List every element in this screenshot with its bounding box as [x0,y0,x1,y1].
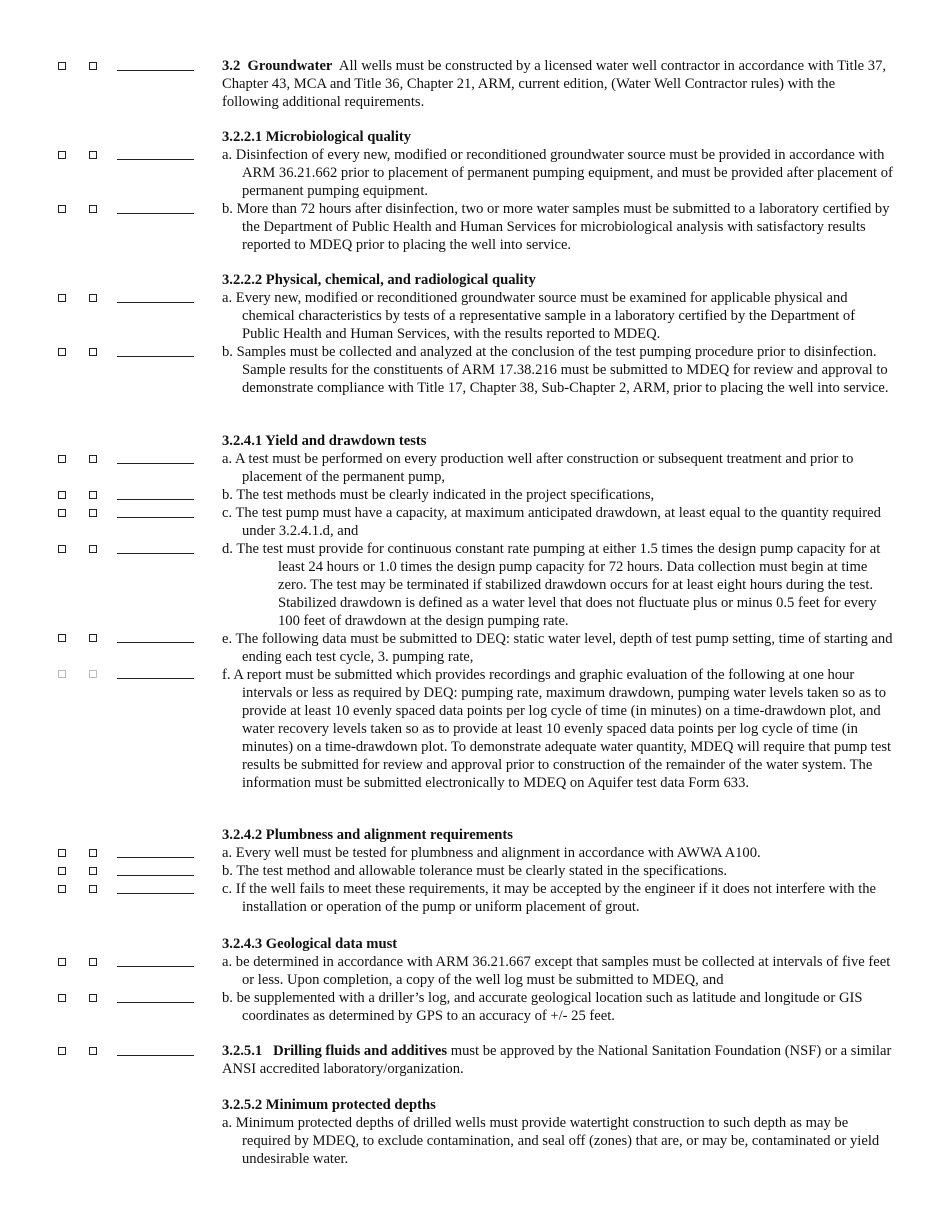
na-checkbox[interactable] [89,491,97,499]
na-checkbox[interactable] [89,867,97,875]
na-checkbox[interactable] [89,634,97,642]
list-item: a. Every new, modified or reconditioned groundwater source must be examined for applicable physical and chemical characteristics by tests of a representative sample in a laboratory certified by the Department of Public Health and Human Services, with the results reported to MDEQ. [222,290,856,342]
checklist-row [0,844,210,862]
checklist-row [0,1042,210,1060]
section-3-2-paragraph [222,57,894,111]
list-item: b. Samples must be collected and analyzed at the conclusion of the test pumping procedure prior to disinfection. Sample results for the constituents of ARM 17.38.216 must be submitted to MDEQ for review and approval to demonstrate compliance with Title 17, Chapter 38, Sub-Chapter 2, ARM, prior to placing the well into service. [222,344,889,396]
approve-checkbox[interactable] [58,62,66,70]
section-3-2-2-1 [222,128,894,254]
section-3-2-4-1 [222,432,894,792]
comment-blank-line[interactable] [117,70,194,71]
approve-checkbox[interactable] [58,670,66,678]
list-item: a. Every well must be tested for plumbness and alignment in accordance with AWWA A100. [222,845,761,861]
section-heading: 3.2.5.2 Minimum protected depths [222,1097,436,1113]
section-title: Drilling fluids and additives [273,1043,448,1059]
section-3-2-2-2 [222,271,894,397]
approve-checkbox[interactable] [58,348,66,356]
approve-checkbox[interactable] [58,545,66,553]
na-checkbox[interactable] [89,205,97,213]
approve-checkbox[interactable] [58,491,66,499]
approve-checkbox[interactable] [58,294,66,302]
na-checkbox[interactable] [89,1047,97,1055]
section-title: Groundwater [247,58,333,74]
section-3-2-4-3 [222,935,894,1025]
na-checkbox[interactable] [89,849,97,857]
na-checkbox[interactable] [89,294,97,302]
na-checkbox[interactable] [89,958,97,966]
section-number: 3.2.5.1 [222,1043,263,1059]
checklist-row [0,989,210,1007]
list-item: a. Disinfection of every new, modified or reconditioned groundwater source must be provided in accordance with ARM 36.21.662 prior to placement of permanent pumping equipment, and must be provided after placement of permanent pumping equipment. [222,147,893,199]
checklist-row [0,289,210,307]
comment-blank-line[interactable] [117,302,194,303]
approve-checkbox[interactable] [58,885,66,893]
section-text: All wells must be constructed by a licensed water well contractor in accordance with Title 37, Chapter 43, MCA and Title 36, Chapter 21, ARM, current edition, (Water Well Contractor rules) with the following additional requirements. [222,58,887,110]
approve-checkbox[interactable] [58,455,66,463]
approve-checkbox[interactable] [58,1047,66,1055]
comment-blank-line[interactable] [117,642,194,643]
section-3-2-4-2 [222,826,894,916]
checklist-row [0,343,210,361]
comment-blank-line[interactable] [117,966,194,967]
comment-blank-line[interactable] [117,857,194,858]
section-3-2-5-1 [222,1042,894,1078]
checklist-row [0,880,210,898]
section-heading: 3.2.4.3 Geological data must [222,936,398,952]
na-checkbox[interactable] [89,670,97,678]
list-item: e. The following data must be submitted to DEQ: static water level, depth of test pump setting, time of starting and ending each test cycle, 3. pumping rate, [222,631,893,665]
comment-blank-line[interactable] [117,356,194,357]
comment-blank-line[interactable] [117,678,194,679]
section-heading: 3.2.2.1 Microbiological quality [222,129,412,145]
na-checkbox[interactable] [89,509,97,517]
section-3-2-5-2 [222,1096,894,1168]
na-checkbox[interactable] [89,885,97,893]
na-checkbox[interactable] [89,994,97,1002]
checklist-row [0,504,210,522]
approve-checkbox[interactable] [58,849,66,857]
na-checkbox[interactable] [89,348,97,356]
comment-blank-line[interactable] [117,213,194,214]
comment-blank-line[interactable] [117,517,194,518]
list-item: a. be determined in accordance with ARM 36.21.667 except that samples must be collected at intervals of five feet or less. Upon completion, a copy of the well log must be submitted to MDEQ, and [222,954,891,988]
comment-blank-line[interactable] [117,499,194,500]
na-checkbox[interactable] [89,545,97,553]
checklist-row [0,540,210,558]
section-number: 3.2 [222,58,241,74]
approve-checkbox[interactable] [58,205,66,213]
list-item: a. Minimum protected depths of drilled wells must provide watertight construction to such depth as may be required by MDEQ, to exclude contamination, and seal off (zones) that are, or may be, contaminated or yield undesirable water. [222,1115,880,1167]
approve-checkbox[interactable] [58,958,66,966]
checklist-row [0,200,210,218]
checklist-row [0,146,210,164]
checklist-row [0,486,210,504]
comment-blank-line[interactable] [117,893,194,894]
section-text: must be approved by the National Sanitation Foundation (NSF) or a similar ANSI accredited laboratory/organization. [222,1043,892,1077]
checklist-row [0,862,210,880]
approve-checkbox[interactable] [58,509,66,517]
comment-blank-line[interactable] [117,1055,194,1056]
comment-blank-line[interactable] [117,553,194,554]
list-item: c. The test pump must have a capacity, at maximum anticipated drawdown, at least equal to the quantity required under 3.2.4.1.d, and [222,505,881,539]
na-checkbox[interactable] [89,62,97,70]
list-item: b. The test method and allowable tolerance must be clearly stated in the specifications. [222,863,728,879]
approve-checkbox[interactable] [58,994,66,1002]
comment-blank-line[interactable] [117,875,194,876]
na-checkbox[interactable] [89,151,97,159]
list-item: b. More than 72 hours after disinfection, two or more water samples must be submitted to a laboratory certified by the Department of Public Health and Human Services for microbiological analysis with satisfactory results reported to MDEQ prior to placing the well into service. [222,201,890,253]
list-item: d. The test must provide for continuous constant rate pumping at either 1.5 times the design pump capacity for at least 24 hours or 1.0 times the design pump capacity for 72 hours. Data collection must begin at time zero. The test may be terminated if stabilized drawdown occurs for at least eight hours during the test. Stabilized drawdown is defined as a water level that does not fluctuate plus or minus 0.5 feet for every 100 feet of drawdown at the design pumping rate. [222,541,881,629]
comment-blank-line[interactable] [117,463,194,464]
list-item: b. be supplemented with a driller’s log, and accurate geological location such as latitude and longitude or GIS coordinates as determined by GPS to an accuracy of +/- 25 feet. [222,990,863,1024]
approve-checkbox[interactable] [58,634,66,642]
checklist-row [0,57,210,75]
checklist-row [0,953,210,971]
checklist-row [0,629,210,647]
approve-checkbox[interactable] [58,867,66,875]
checklist-row [0,450,210,468]
checklist-row [0,665,210,683]
comment-blank-line[interactable] [117,159,194,160]
approve-checkbox[interactable] [58,151,66,159]
na-checkbox[interactable] [89,455,97,463]
section-heading: 3.2.4.1 Yield and drawdown tests [222,433,427,449]
section-3-2-5-1-paragraph [222,1042,894,1078]
list-item: a. A test must be performed on every production well after construction or subsequent treatment and prior to placement of the permanent pump, [222,451,854,485]
comment-blank-line[interactable] [117,1002,194,1003]
section-3-2 [222,57,894,111]
list-item: f. A report must be submitted which provides recordings and graphic evaluation of the following at one hour intervals or less as required by DEQ: pumping rate, maximum drawdown, pumping water levels taken so as to provide at least 10 evenly spaced data points per log cycle of time (in minutes) on a time-drawdown plot, and water recovery levels taken so as to provide at least 10 evenly spaced data points per log cycle of time (in minutes) on a time-drawdown plot. To demonstrate adequate water quantity, MDEQ will require that pump test results be submitted for review and approval prior to construction of the remainder of the water system. The information must be submitted electronically to MDEQ on Aquifer test data Form 633. [222,667,892,791]
list-item: c. If the well fails to meet these requirements, it may be accepted by the engineer if it does not interfere with the installation or operation of the pump or uniform placement of grout. [222,881,877,915]
section-heading: 3.2.4.2 Plumbness and alignment requirements [222,827,513,843]
section-heading: 3.2.2.2 Physical, chemical, and radiological quality [222,272,536,288]
list-item: b. The test methods must be clearly indicated in the project specifications, [222,487,655,503]
